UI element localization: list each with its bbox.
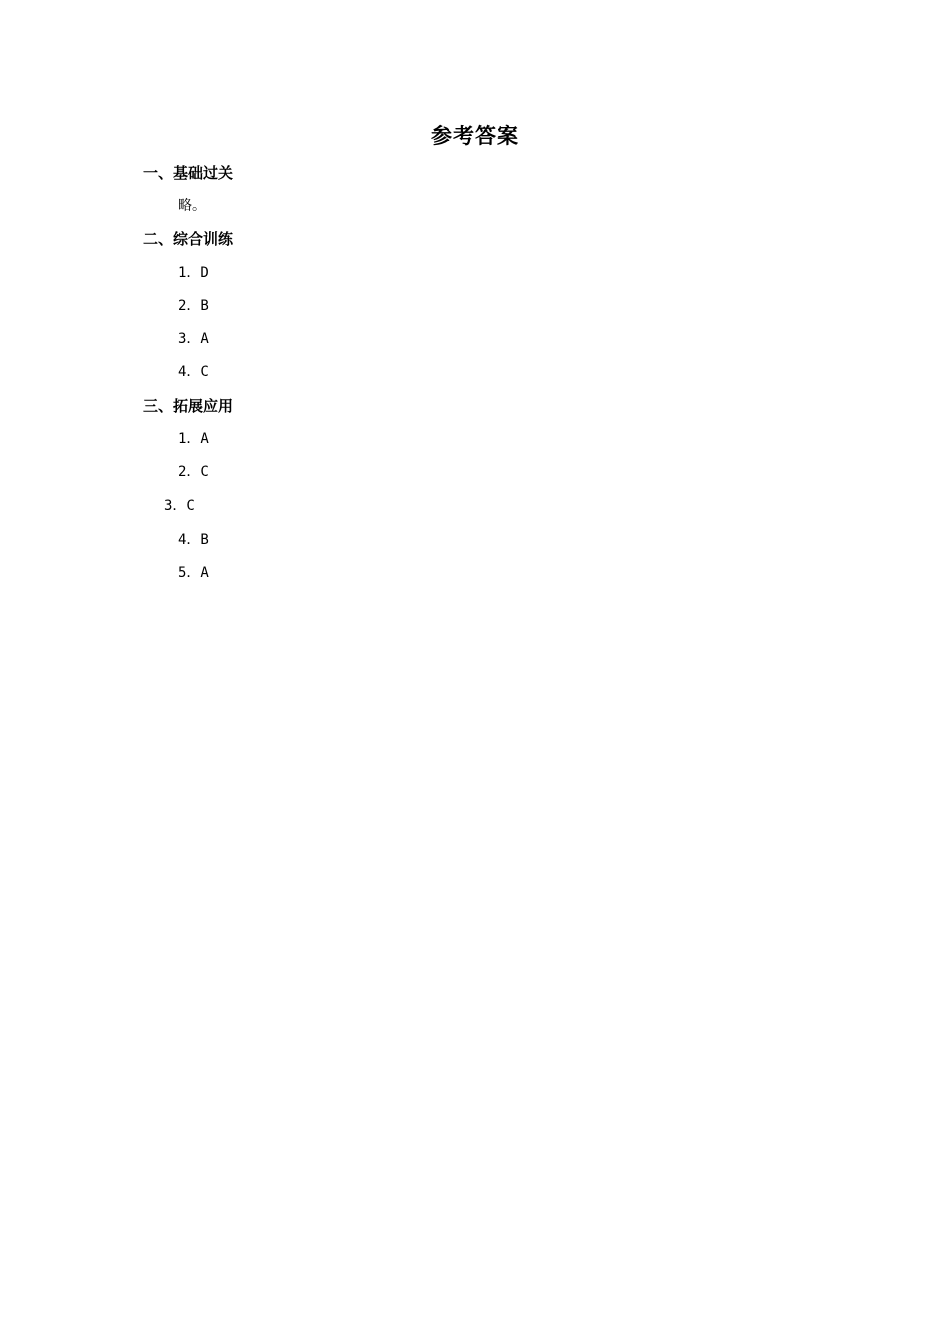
page-title: 参考答案	[431, 124, 519, 148]
answer-item: 2．B	[178, 298, 209, 314]
answer-item: 5．A	[178, 565, 209, 581]
section-heading-comprehensive: 二、综合训练	[143, 230, 234, 248]
answer-item: 1．D	[178, 265, 209, 281]
section-heading-basic: 一、基础过关	[143, 164, 234, 182]
answer-item: 3．C	[164, 498, 195, 514]
answer-item: 4．B	[178, 532, 209, 548]
answer-item: 1．A	[178, 431, 209, 447]
answer-item: 3．A	[178, 331, 209, 347]
section-note-basic: 略。	[178, 198, 206, 214]
answer-item: 2．C	[178, 464, 209, 480]
answer-item: 4．C	[178, 364, 209, 380]
section-heading-extension: 三、拓展应用	[143, 397, 234, 415]
